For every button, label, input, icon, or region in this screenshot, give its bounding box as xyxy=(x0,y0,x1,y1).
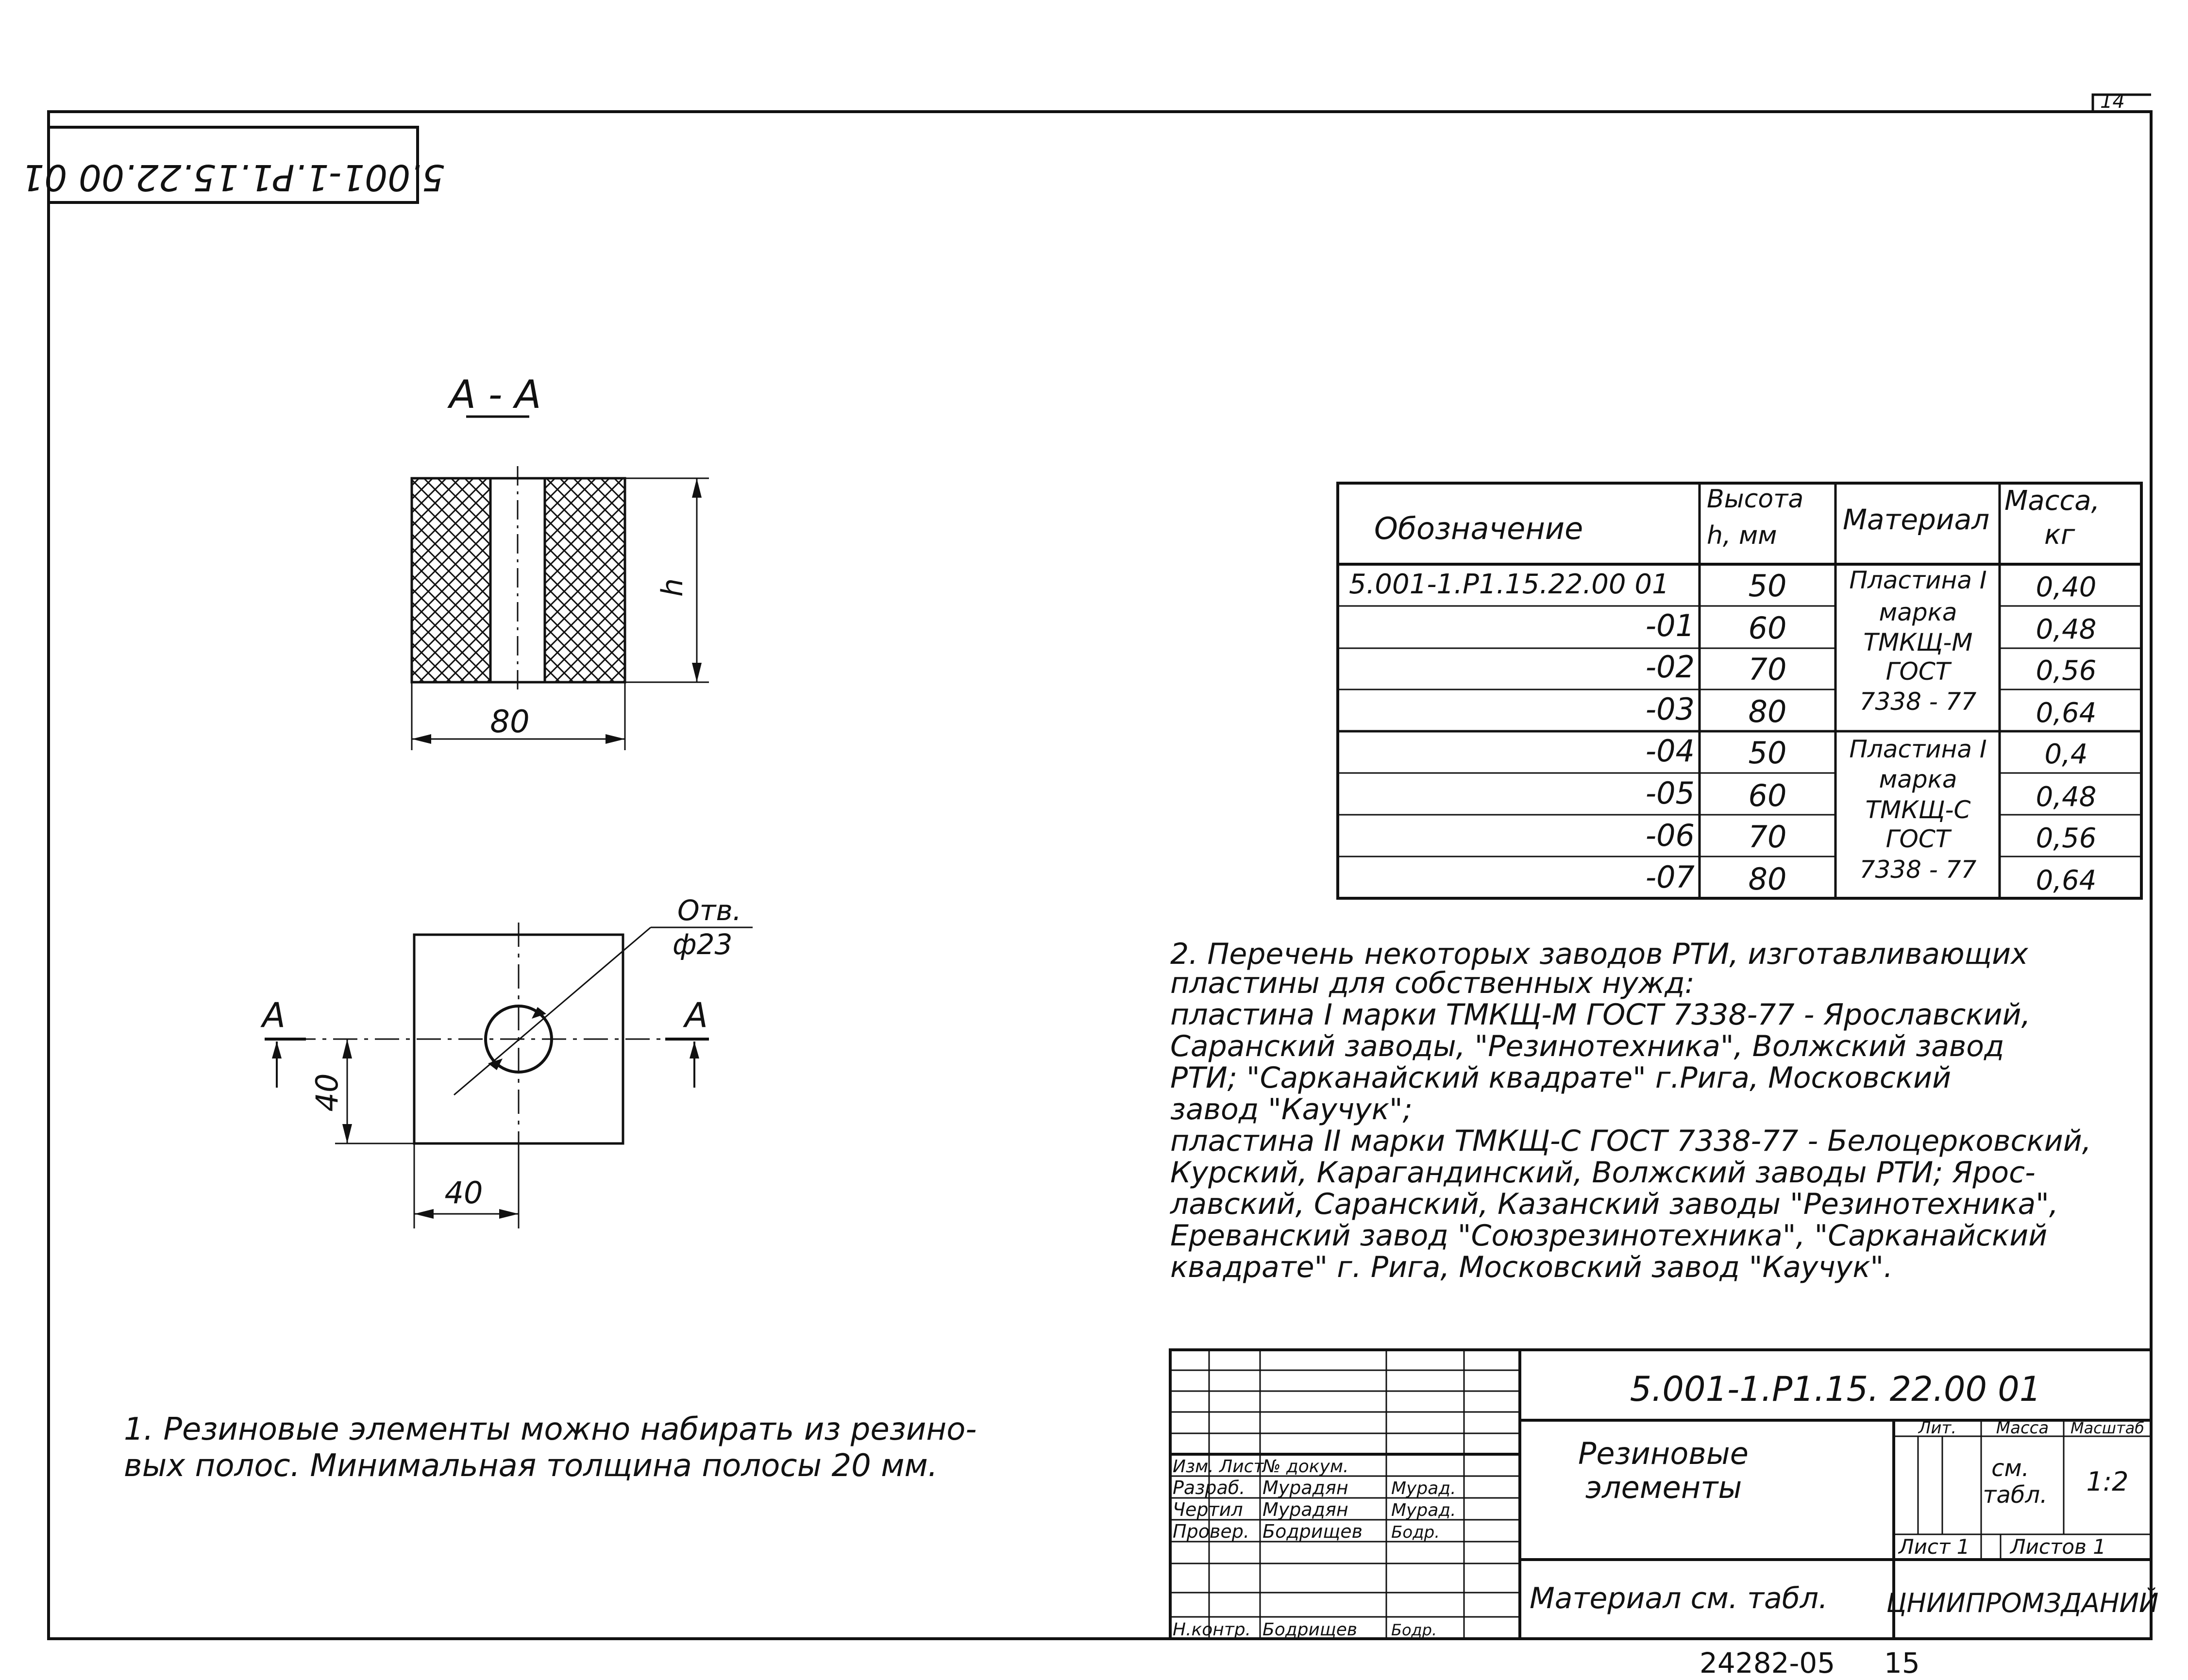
bottom-page: 15 xyxy=(1884,1646,1920,1680)
note-2-line-6: завод "Каучук"; xyxy=(1170,1092,1413,1126)
material-1-line-3: ТМКЩ-М xyxy=(1863,628,1973,656)
cell-height-5: 60 xyxy=(1748,778,1787,813)
cell-height-0: 50 xyxy=(1748,568,1787,604)
tb-role-4: Н.контр. xyxy=(1173,1620,1251,1640)
hatch-left xyxy=(412,478,490,682)
header-height-1: Высота xyxy=(1707,485,1804,514)
cut-label-right: А xyxy=(685,995,708,1035)
page-number: 14 xyxy=(2100,90,2125,113)
cell-mass-0: 0,40 xyxy=(2036,571,2097,603)
header-mass-2: кг xyxy=(2044,519,2075,551)
material-2-line-5: 7338 - 77 xyxy=(1859,856,1977,884)
tb-name-2-line: элементы xyxy=(1585,1470,1742,1505)
rotated-code: 5.001-1.P1.15.22.00 01 xyxy=(21,156,445,198)
section-title: А - А xyxy=(449,372,541,417)
note-2-line-2: пластины для собственных нужд: xyxy=(1170,966,1695,1000)
tb-role-2: Чертил xyxy=(1173,1499,1243,1520)
material-2-line-2: марка xyxy=(1879,765,1957,793)
title-block xyxy=(1170,1350,2158,1640)
note-1 xyxy=(124,1411,976,1484)
note-2 xyxy=(1170,937,2091,1284)
page-number-box xyxy=(2093,90,2151,113)
rotated-code-box xyxy=(21,127,445,202)
cell-height-2: 70 xyxy=(1748,652,1787,687)
cell-height-7: 80 xyxy=(1748,861,1787,897)
cell-designation-2: -02 xyxy=(1645,649,1695,685)
note-2-line-1: 2. Перечень некоторых заводов РТИ, изготавливающих xyxy=(1170,937,2028,971)
tb-name-4: Бодрищев xyxy=(1262,1620,1358,1640)
header-mass-1: Масса, xyxy=(2004,485,2100,517)
note-2-line-7: пластина II марки ТМКЩ-С ГОСТ 7338-77 - Белоцерковский, xyxy=(1170,1124,2091,1158)
material-2-line-3: ТМКЩ-С xyxy=(1865,796,1971,824)
material-1-line-2: марка xyxy=(1879,598,1957,626)
cut-label-left: А xyxy=(262,995,286,1035)
cell-height-1: 60 xyxy=(1748,610,1787,646)
tb-name-2: Мурадян xyxy=(1262,1499,1348,1520)
tb-mass-value-2: табл. xyxy=(1983,1481,2048,1509)
tb-col-mass: Масса xyxy=(1996,1418,2049,1438)
material-1-line-5: 7338 - 77 xyxy=(1859,688,1977,716)
tb-name-1-line: Резиновые xyxy=(1578,1436,1749,1471)
cell-mass-6: 0,56 xyxy=(2036,823,2097,854)
note-2-line-10: Ереванский завод "Союзрезинотехника", "Сарканайский xyxy=(1170,1219,2048,1253)
note-2-line-5: РТИ; "Сарканайский квадрате" г.Рига, Московский xyxy=(1170,1061,1952,1095)
cell-mass-7: 0,64 xyxy=(2036,865,2097,896)
tb-sign-3: Бодр. xyxy=(1391,1523,1440,1542)
tb-col-lit: Лит. xyxy=(1918,1418,1957,1438)
dim-40-horizontal: 40 xyxy=(444,1175,483,1210)
note-2-line-4: Саранский заводы, "Резинотехника", Волжский завод xyxy=(1170,1029,2004,1063)
dim-width: 80 xyxy=(490,704,530,740)
note-1-line-1: 1. Резиновые элементы можно набирать из резино- xyxy=(124,1411,977,1447)
tb-role-3: Провер. xyxy=(1173,1521,1249,1542)
tb-role-0: Изм. Лист xyxy=(1173,1457,1264,1477)
spec-table xyxy=(1338,483,2141,898)
hole-dia: ф23 xyxy=(673,928,733,961)
tb-sign-2: Мурад. xyxy=(1391,1500,1456,1520)
dim-height: h xyxy=(656,578,690,597)
material-1-line-4: ГОСТ xyxy=(1885,657,1951,686)
tb-material: Материал см. табл. xyxy=(1530,1581,1828,1615)
cell-mass-1: 0,48 xyxy=(2036,614,2097,645)
tb-sheet: Лист 1 xyxy=(1899,1535,1970,1559)
tb-col-scale: Масштаб xyxy=(2070,1419,2145,1437)
cell-designation-1: -01 xyxy=(1645,608,1695,643)
cell-designation-6: -06 xyxy=(1645,818,1695,853)
note-2-line-11: квадрате" г. Рига, Московский завод "Каучук". xyxy=(1170,1250,1893,1284)
tb-name-0: № докум. xyxy=(1262,1457,1349,1477)
tb-sheets: Листов 1 xyxy=(2010,1535,2106,1559)
note-2-line-9: лавский, Саранский, Казанский заводы "Резинотехника", xyxy=(1170,1187,2058,1221)
cell-designation-5: -05 xyxy=(1645,775,1695,811)
cell-designation-4: -04 xyxy=(1645,733,1695,769)
cell-height-3: 80 xyxy=(1748,694,1787,729)
tb-scale-value: 1:2 xyxy=(2086,1466,2129,1497)
plan-view xyxy=(260,894,753,1228)
note-1-line-2: вых полос. Минимальная толщина полосы 20 мм. xyxy=(124,1448,938,1484)
header-designation: Обозначение xyxy=(1374,511,1583,546)
material-1-line-1: Пластина I xyxy=(1849,566,1987,594)
note-2-line-3: пластина I марки ТМКЩ-М ГОСТ 7338-77 - Ярославский, xyxy=(1170,998,2031,1032)
bottom-number: 24282-05 xyxy=(1700,1646,1835,1680)
tb-role-1: Разраб. xyxy=(1173,1477,1245,1498)
hatch-right xyxy=(545,478,625,682)
tb-name-1: Мурадян xyxy=(1262,1477,1348,1498)
cell-mass-4: 0,4 xyxy=(2044,739,2088,770)
tb-name-3: Бодрищев xyxy=(1262,1521,1363,1542)
tb-code: 5.001-1.P1.15. 22.00 01 xyxy=(1630,1369,2041,1409)
tb-sign-1: Мурад. xyxy=(1391,1478,1456,1498)
material-2-line-4: ГОСТ xyxy=(1885,825,1951,853)
cell-height-4: 50 xyxy=(1748,735,1787,771)
header-material: Материал xyxy=(1843,503,1990,536)
cell-designation-3: -03 xyxy=(1645,691,1695,727)
section-view xyxy=(412,372,709,750)
cell-mass-5: 0,48 xyxy=(2036,781,2097,813)
tb-sign-4: Бодр. xyxy=(1391,1621,1437,1639)
cell-designation-7: -07 xyxy=(1645,859,1695,895)
header-height-2: h, мм xyxy=(1707,521,1777,550)
note-2-line-8: Курский, Карагандинский, Волжский заводы РТИ; Ярос- xyxy=(1170,1156,2036,1190)
cell-designation-0: 5.001-1.P1.15.22.00 01 xyxy=(1349,569,1669,600)
tb-organization: ЦНИИПРОМЗДАНИЙ xyxy=(1886,1588,2159,1618)
tb-mass-value-1: см. xyxy=(1991,1455,2029,1482)
cell-mass-2: 0,56 xyxy=(2036,655,2097,687)
hole-label: Отв. xyxy=(677,894,742,927)
dim-40-vertical: 40 xyxy=(309,1073,345,1112)
material-2-line-1: Пластина I xyxy=(1849,735,1987,763)
cell-height-6: 70 xyxy=(1748,819,1787,855)
cell-mass-3: 0,64 xyxy=(2036,697,2097,729)
